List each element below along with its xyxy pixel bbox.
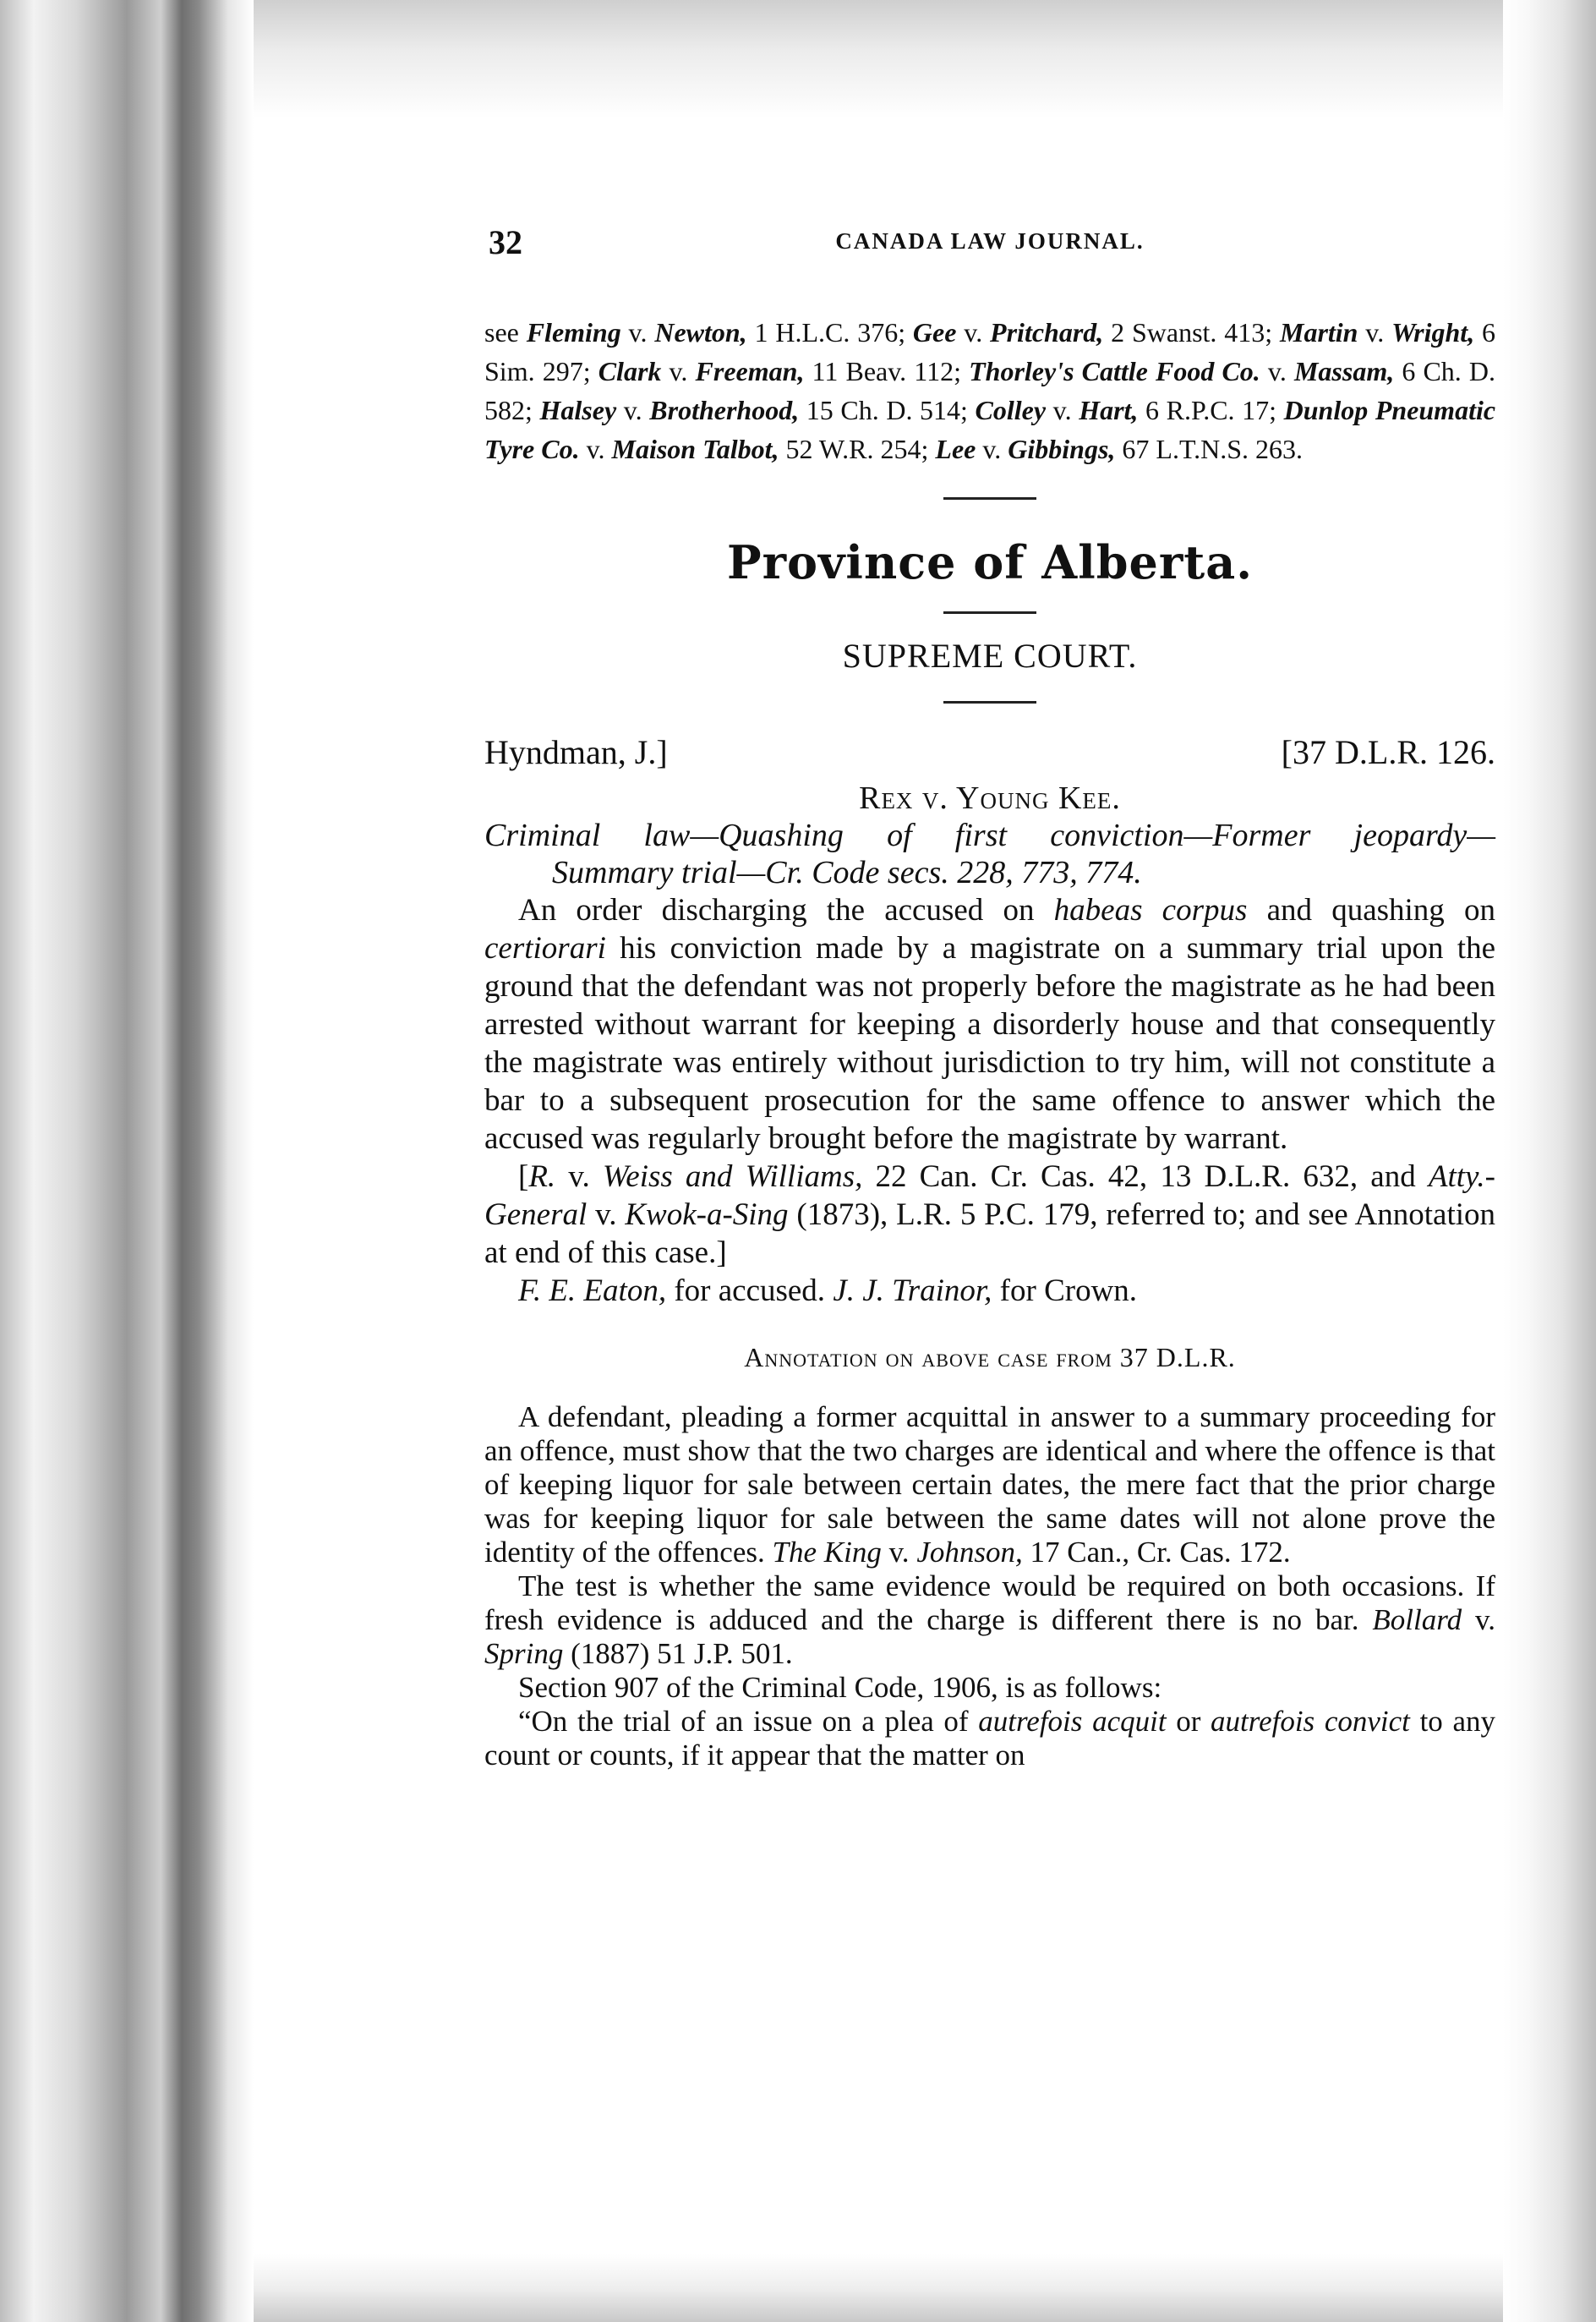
text-run: for accused. (666, 1273, 834, 1308)
text-run: v. (555, 1159, 603, 1194)
text-run: v. (1462, 1603, 1495, 1636)
scan-bottom-edge (254, 2254, 1503, 2322)
text-run: 11 Beav. 112; (804, 356, 970, 386)
italic-run: Gee (912, 317, 957, 348)
italic-run: R. (528, 1159, 556, 1194)
judge-citation-line (484, 732, 1495, 780)
text-run: The test is whether the same evidence would be required on both occasions. If fresh evidence is adduced and the charge is different there is no bar. (484, 1569, 1495, 1636)
italic-run: Freeman, (695, 356, 805, 386)
text-run: v. (661, 356, 696, 386)
scan-right-edge (1503, 0, 1596, 2322)
text-run: 6 Sim. 297; (484, 317, 1496, 386)
text-run: v. (620, 317, 655, 348)
italic-run: autrefois convict (1211, 1705, 1410, 1738)
case-name: Rex v. Young Kee. (859, 780, 1121, 816)
annotation-paragraph (484, 1569, 1495, 1671)
italic-run: autrefois acquit (978, 1705, 1167, 1738)
text-run: for Crown. (992, 1273, 1138, 1308)
text-run: to any count or counts, if it appear that the matter on (484, 1705, 1495, 1772)
section-divider (943, 497, 1036, 500)
italic-run: Thorley's Cattle Food Co. (969, 356, 1260, 386)
text-run: his conviction made by a magistrate on a summary trial upon the ground that the defendant was not properly before the magistrate as he had been arrested without warrant for keeping a disorderly house and that consequently the magistrate was entirely without jurisdiction to try him, will not constitute a bar to a subsequent prosecution for the same offence to answer which the accused was regularly brought before the magistrate by warrant. (484, 931, 1495, 1156)
text-run: v. (1046, 395, 1079, 425)
text-run: or (1166, 1705, 1211, 1738)
italic-run: Pritchard, (990, 317, 1104, 348)
italic-run: Johnson, (916, 1536, 1023, 1569)
text-run: (1887) 51 J.P. 501. (563, 1637, 793, 1670)
text-run: [ (518, 1159, 529, 1194)
text-run: v. (1260, 356, 1294, 386)
italic-run: J. J. Trainor, (833, 1273, 992, 1308)
page-number: 32 (489, 223, 522, 261)
italic-run: Hart, (1079, 395, 1139, 425)
text-run: v. (579, 434, 612, 464)
italic-run: Maison Talbot, (611, 434, 779, 464)
counsel-line (484, 1272, 1495, 1310)
annotation-heading: Annotation on above case from 37 D.L.R. (744, 1342, 1236, 1372)
text-run: v. (587, 1197, 626, 1232)
province-heading: Province of Alberta. (726, 535, 1253, 589)
case-citation: [37 D.L.R. 126. (1281, 733, 1495, 771)
text-run: v. (956, 317, 991, 348)
scan-binding-edge (0, 0, 254, 2322)
catchwords-line-2: Summary trial—Cr. Code secs. 228, 773, 774. (552, 855, 1142, 890)
text-run: Section 907 of the Criminal Code, 1906, is as follows: (518, 1671, 1162, 1704)
italic-run: Lee (935, 434, 976, 464)
cases-referred-paragraph (484, 1158, 1495, 1272)
running-head (484, 216, 1495, 266)
text-run: 17 Can., Cr. Cas. 172. (1022, 1536, 1291, 1569)
text-run: 6 R.P.C. 17; (1138, 395, 1284, 425)
text-run: 22 Can. Cr. Cas. 42, 13 D.L.R. 632, and (862, 1159, 1429, 1194)
text-run: 67 L.T.N.S. 263. (1115, 434, 1304, 464)
text-run: A defendant, pleading a former acquittal in answer to a summary proceeding for an offence, must show that the two charges are identical and where the offence is that of keeping liquor for sale between certain dates, the mere fact that the prior charge was for keeping liquor for sale between the same dates will not alone prove the identity of the offences. (484, 1400, 1495, 1569)
italic-run: The King (772, 1536, 882, 1569)
italic-run: Kwok-a-Sing (625, 1197, 789, 1232)
text-run: 52 W.R. 254; (779, 434, 936, 464)
court-heading: SUPREME COURT. (842, 637, 1138, 675)
italic-run: Brotherhood, (649, 395, 800, 425)
section-divider (943, 611, 1036, 614)
text-run: v. (616, 395, 650, 425)
italic-run: habeas corpus (1053, 893, 1248, 928)
annotation-paragraph (484, 1400, 1495, 1569)
italic-run: Colley (975, 395, 1047, 425)
section-divider (943, 701, 1036, 704)
italic-run: Bollard (1372, 1603, 1462, 1636)
italic-run: Dunlop Pneumatic Tyre Co. (484, 395, 1496, 464)
italic-run: Atty.-General (484, 1159, 1495, 1232)
italic-run: F. E. Eaton, (518, 1273, 667, 1308)
journal-title: CANADA LAW JOURNAL. (835, 228, 1145, 254)
italic-run: certiorari (484, 931, 606, 966)
text-run: 15 Ch. D. 514; (799, 395, 976, 425)
headnote-paragraph (484, 891, 1495, 1158)
italic-run: Clark (598, 356, 662, 386)
text-run: “On the trial of an issue on a plea of (518, 1705, 979, 1738)
italic-run: Newton, (654, 317, 747, 348)
journal-page (484, 216, 1495, 1772)
text-run: see (484, 317, 527, 348)
judge-name: Hyndman, J.] (484, 733, 668, 771)
text-run: 1 H.L.C. 376; (746, 317, 913, 348)
text-run: v. (976, 434, 1008, 464)
annotation-paragraph (484, 1705, 1495, 1772)
text-run: An order discharging the accused on (518, 893, 1054, 928)
annotation-paragraph (484, 1671, 1495, 1705)
scan-top-edge (254, 0, 1503, 118)
text-run: (1873), L.R. 5 P.C. 179, referred to; and see Annotation at end of this case.] (484, 1197, 1496, 1270)
text-run: and quashing on (1247, 893, 1495, 928)
italic-run: Wright, (1391, 317, 1475, 348)
text-run: v. (881, 1536, 917, 1569)
italic-run: Gibbings, (1008, 434, 1116, 464)
italic-run: Weiss and Williams, (602, 1159, 863, 1194)
italic-run: Fleming (526, 317, 621, 348)
italic-run: Halsey (539, 395, 617, 425)
text-run: 2 Swanst. 413; (1103, 317, 1280, 348)
italic-run: Massam, (1293, 356, 1395, 386)
text-run: v. (1358, 317, 1392, 348)
italic-run: Martin (1279, 317, 1358, 348)
italic-run: Spring (484, 1637, 564, 1670)
text-run: 6 Ch. D. 582; (484, 356, 1496, 425)
catchwords-line-1: Criminal law—Quashing of first conviction—Former jeopardy— (484, 818, 1495, 853)
reference-list (484, 313, 1495, 468)
